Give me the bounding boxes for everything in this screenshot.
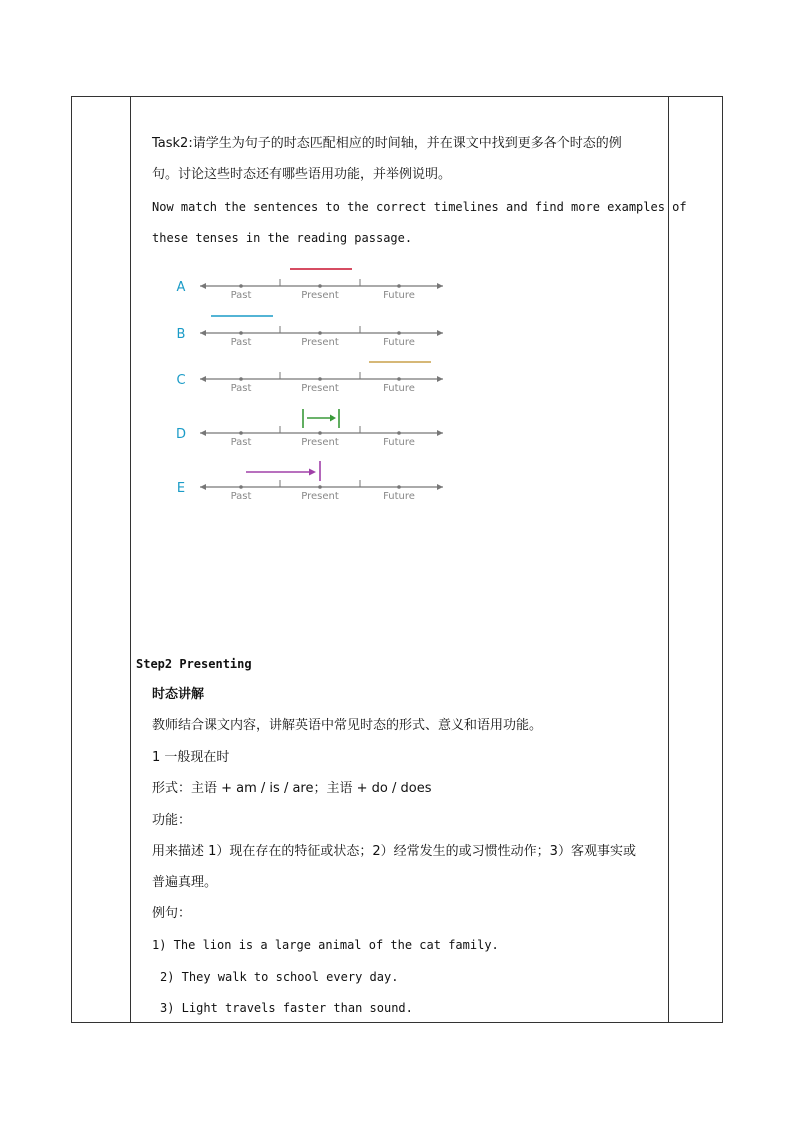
timeline-point [318, 284, 322, 288]
example-sentence-3: 3) Light travels faster than sound. [160, 1001, 413, 1015]
step2-intro: 教师结合课文内容，讲解英语中常见时态的形式、意义和语用功能。 [152, 718, 543, 733]
tense-arrow-head-icon [309, 469, 316, 476]
timeline-tick-label: Past [230, 337, 252, 348]
axis-arrow-left-icon [200, 430, 206, 436]
axis-arrow-left-icon [200, 283, 206, 289]
tense1-function-line1: 用来描述 1）现在存在的特征或状态；2）经常发生的或习惯性动作；3）客观事实或 [152, 844, 636, 859]
timeline-tick-label: Past [230, 437, 252, 448]
timeline-letter-a: A [176, 280, 186, 295]
tense1-title: 1 一般现在时 [152, 750, 230, 765]
example-label: 例句： [152, 906, 192, 921]
axis-arrow-right-icon [437, 430, 443, 436]
timeline-point [239, 331, 243, 335]
axis-arrow-right-icon [437, 283, 443, 289]
timeline-point [397, 284, 401, 288]
timeline-tick-label: Present [301, 491, 339, 502]
timeline-point [318, 485, 322, 489]
timeline-tick-label: Present [301, 337, 339, 348]
timeline-tick-label: Past [230, 290, 252, 301]
timeline-tick-label: Future [383, 491, 415, 502]
timeline-tick-label: Future [383, 337, 415, 348]
task2-english-line1: Now match the sentences to the correct timelines and find more examples of [152, 200, 687, 214]
timeline-letter-c: C [176, 373, 186, 388]
timeline-point [239, 485, 243, 489]
axis-arrow-right-icon [437, 330, 443, 336]
timeline-point [239, 377, 243, 381]
task2-instruction-line1: Task2:请学生为句子的时态匹配相应的时间轴，并在课文中找到更多各个时态的例 [152, 136, 622, 151]
timeline-point [239, 431, 243, 435]
timeline-tick-label: Future [383, 383, 415, 394]
timeline-tick-label: Past [230, 383, 252, 394]
timeline-tick-label: Future [383, 290, 415, 301]
timeline-tick-label: Present [301, 383, 339, 394]
axis-arrow-right-icon [437, 376, 443, 382]
timeline-point [397, 485, 401, 489]
timeline-point [397, 377, 401, 381]
timeline-point [318, 331, 322, 335]
axis-arrow-left-icon [200, 484, 206, 490]
step2-heading: Step2 Presenting [136, 657, 252, 671]
timeline-point [239, 284, 243, 288]
task2-instruction-line2: 句。讨论这些时态还有哪些语用功能，并举例说明。 [152, 167, 452, 182]
timeline-tick-label: Present [301, 290, 339, 301]
axis-arrow-left-icon [200, 376, 206, 382]
timeline-letter-d: D [175, 427, 187, 442]
timeline-letter-e: E [176, 481, 186, 496]
column-divider-right [668, 97, 669, 1022]
axis-arrow-left-icon [200, 330, 206, 336]
timeline-point [318, 377, 322, 381]
tense1-function-label: 功能： [152, 813, 192, 828]
timeline-tick-label: Future [383, 437, 415, 448]
tense-timelines-figure [170, 258, 460, 508]
example-sentence-2: 2) They walk to school every day. [160, 970, 399, 984]
timeline-tick-label: Past [230, 491, 252, 502]
timeline-point [318, 431, 322, 435]
tense1-function-line2: 普遍真理。 [152, 875, 218, 890]
example-sentence-1: 1) The lion is a large animal of the cat family. [152, 938, 499, 952]
step2-subheading: 时态讲解 [152, 687, 205, 702]
column-divider-left [130, 97, 131, 1022]
axis-arrow-right-icon [437, 484, 443, 490]
task2-english-line2: these tenses in the reading passage. [152, 231, 413, 245]
tense1-form: 形式：主语 + am / is / are；主语 + do / does [152, 781, 432, 796]
timelines-svg [170, 258, 460, 508]
timeline-point [397, 431, 401, 435]
timeline-letter-b: B [176, 327, 186, 342]
timeline-point [397, 331, 401, 335]
timeline-tick-label: Present [301, 437, 339, 448]
tense-arrow-head-icon [330, 415, 336, 422]
